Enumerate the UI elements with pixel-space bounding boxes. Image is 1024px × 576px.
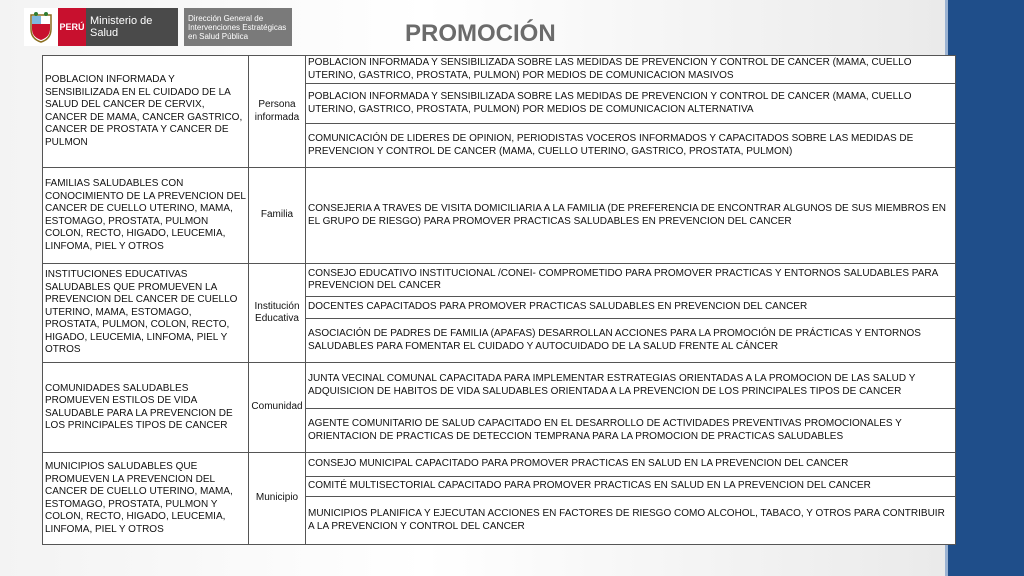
ministry-name: Ministerio de Salud xyxy=(86,8,178,46)
unit-cell: Familia xyxy=(249,168,306,264)
table-row xyxy=(43,264,956,297)
activity-cell: DOCENTES CAPACITADOS PARA PROMOVER PRACTICAS SALUDABLES EN PREVENCION DEL CANCER xyxy=(306,297,956,319)
activity-cell: MUNICIPIOS PLANIFICA Y EJECUTAN ACCIONES EN FACTORES DE RIESGO COMO ALCOHOL, TABACO, Y OTROS PARA CONTRIBUIR A LA PREVENCION Y CONTROL DEL CANCER xyxy=(306,497,956,545)
result-cell: FAMILIAS SALUDABLES CON CONOCIMIENTO DE LA PREVENCION DEL CANCER DE CUELLO UTERINO, MAMA, ESTOMAGO, PROSTATA, PULMON COLON, RECTO, HIGADO, LEUCEMIA, LINFOMA, PIEL Y OTROS xyxy=(43,168,249,264)
activity-cell: CONSEJERIA A TRAVES DE VISITA DOMICILIARIA A LA FAMILIA (DE PREFERENCIA DE ENCONTRAR ALGUNOS DE SUS MIEMBROS EN EL GRUPO DE RIESGO) PARA PROMOVER PRACTICAS SALUDABLES EN PREVENCION DEL CANCER xyxy=(306,168,956,264)
result-cell: COMUNIDADES SALUDABLES PROMUEVEN ESTILOS DE VIDA SALUDABLE PARA LA PREVENCION DE LOS PRINCIPALES TIPOS DE CANCER xyxy=(43,363,249,453)
activity-cell: JUNTA VECINAL COMUNAL CAPACITADA PARA IMPLEMENTAR ESTRATEGIAS ORIENTADAS A LA PROMOCION DE LAS SALUD Y ADQUISICION DE HABITOS DE VIDA SALUDABLES ORIENTADA A LA PREVENCION DE LOS PRINCIPALES TIPOS DE CANCER xyxy=(306,363,956,409)
activity-cell: POBLACION INFORMADA Y SENSIBILIZADA SOBRE LAS MEDIDAS DE PREVENCION Y CONTROL DE CANCER (MAMA, CUELLO UTERINO, GASTRICO, PROSTATA, PULMON) POR MEDIOS DE COMUNICACION ALTERNATIVA xyxy=(306,84,956,124)
activity-cell: COMITÉ MULTISECTORIAL CAPACITADO PARA PROMOVER PRACTICAS EN SALUD EN LA PREVENCION DEL CANCER xyxy=(306,477,956,497)
result-cell: POBLACION INFORMADA Y SENSIBILIZADA EN EL CUIDADO DE LA SALUD DEL CANCER DE CERVIX, CANCER DE MAMA, CANCER GASTRICO, CANCER DE PROSTATA Y CANCER DE PULMON xyxy=(43,56,249,168)
table-row xyxy=(43,363,956,409)
activity-cell: COMUNICACIÓN DE LIDERES DE OPINION, PERIODISTAS VOCEROS INFORMADOS Y CAPACITADOS SOBRE LAS MEDIDAS DE PREVENCION Y CONTROL DE CANCER (MAMA, CUELLO UTERINO, GASTRICO, PROSTATA, PULMON) xyxy=(306,124,956,168)
page-title: PROMOCIÓN xyxy=(405,20,556,47)
activity-cell: AGENTE COMUNITARIO DE SALUD CAPACITADO EN EL DESARROLLO DE ACTIVIDADES PREVENTIVAS PROMOCIONALES Y ORIENTACION DE PRACTICAS DE DETECCION TEMPRANA PARA LA PROMOCION DE PRACTICAS SALUDABLES xyxy=(306,409,956,453)
activity-cell: CONSEJO MUNICIPAL CAPACITADO PARA PROMOVER PRACTICAS EN SALUD EN LA PREVENCION DEL CANCER xyxy=(306,453,956,477)
promotion-table xyxy=(42,55,956,545)
table-row xyxy=(43,56,956,84)
activity-cell: CONSEJO EDUCATIVO INSTITUCIONAL /CONEI- COMPROMETIDO PARA PROMOVER PRACTICAS Y ENTORNOS SALUDABLES PARA PREVENCION DEL CANCER xyxy=(306,264,956,297)
table-row xyxy=(43,453,956,477)
ministry-logo xyxy=(24,8,292,46)
unit-cell: Comunidad xyxy=(249,363,306,453)
unit-cell: Persona informada xyxy=(249,56,306,168)
result-cell: INSTITUCIONES EDUCATIVAS SALUDABLES QUE PROMUEVEN LA PREVENCION DEL CANCER DE CUELLO UTERINO, MAMA, ESTOMAGO, PROSTATA, PULMON, COLON, RECTO, HIGADO, LEUCEMIA, LINFOMA, PIEL Y OTROS xyxy=(43,264,249,363)
directorate-name: Dirección General de Intervenciones Estratégicas en Salud Pública xyxy=(184,8,292,46)
activity-cell: POBLACION INFORMADA Y SENSIBILIZADA SOBRE LAS MEDIDAS DE PREVENCION Y CONTROL DE CANCER (MAMA, CUELLO UTERINO, GASTRICO, PROSTATA, PULMON) POR MEDIOS DE COMUNICACION MASIVOS xyxy=(306,56,956,84)
activity-cell: ASOCIACIÓN DE PADRES DE FAMILIA (APAFAS) DESARROLLAN ACCIONES PARA LA PROMOCIÓN DE PRÁCTICAS Y ENTORNOS SALUDABLES PARA FOMENTAR EL CUIDADO Y AUTOCUIDADO DE LA SALUD FRENTE AL CÁNCER xyxy=(306,319,956,363)
result-cell: MUNICIPIOS SALUDABLES QUE PROMUEVEN LA PREVENCION DEL CANCER DE CUELLO UTERINO, MAMA, ESTOMAGO, PROSTATA, PULMON Y COLON, RECTO, HIGADO, LEUCEMIA, LINFOMA, PIEL Y OTROS xyxy=(43,453,249,545)
unit-cell: Municipio xyxy=(249,453,306,545)
table-row xyxy=(43,168,956,264)
unit-cell: Institución Educativa xyxy=(249,264,306,363)
right-accent-bar xyxy=(945,0,1024,576)
peru-label: PERÚ xyxy=(58,8,86,46)
peru-seal-icon xyxy=(24,8,58,46)
